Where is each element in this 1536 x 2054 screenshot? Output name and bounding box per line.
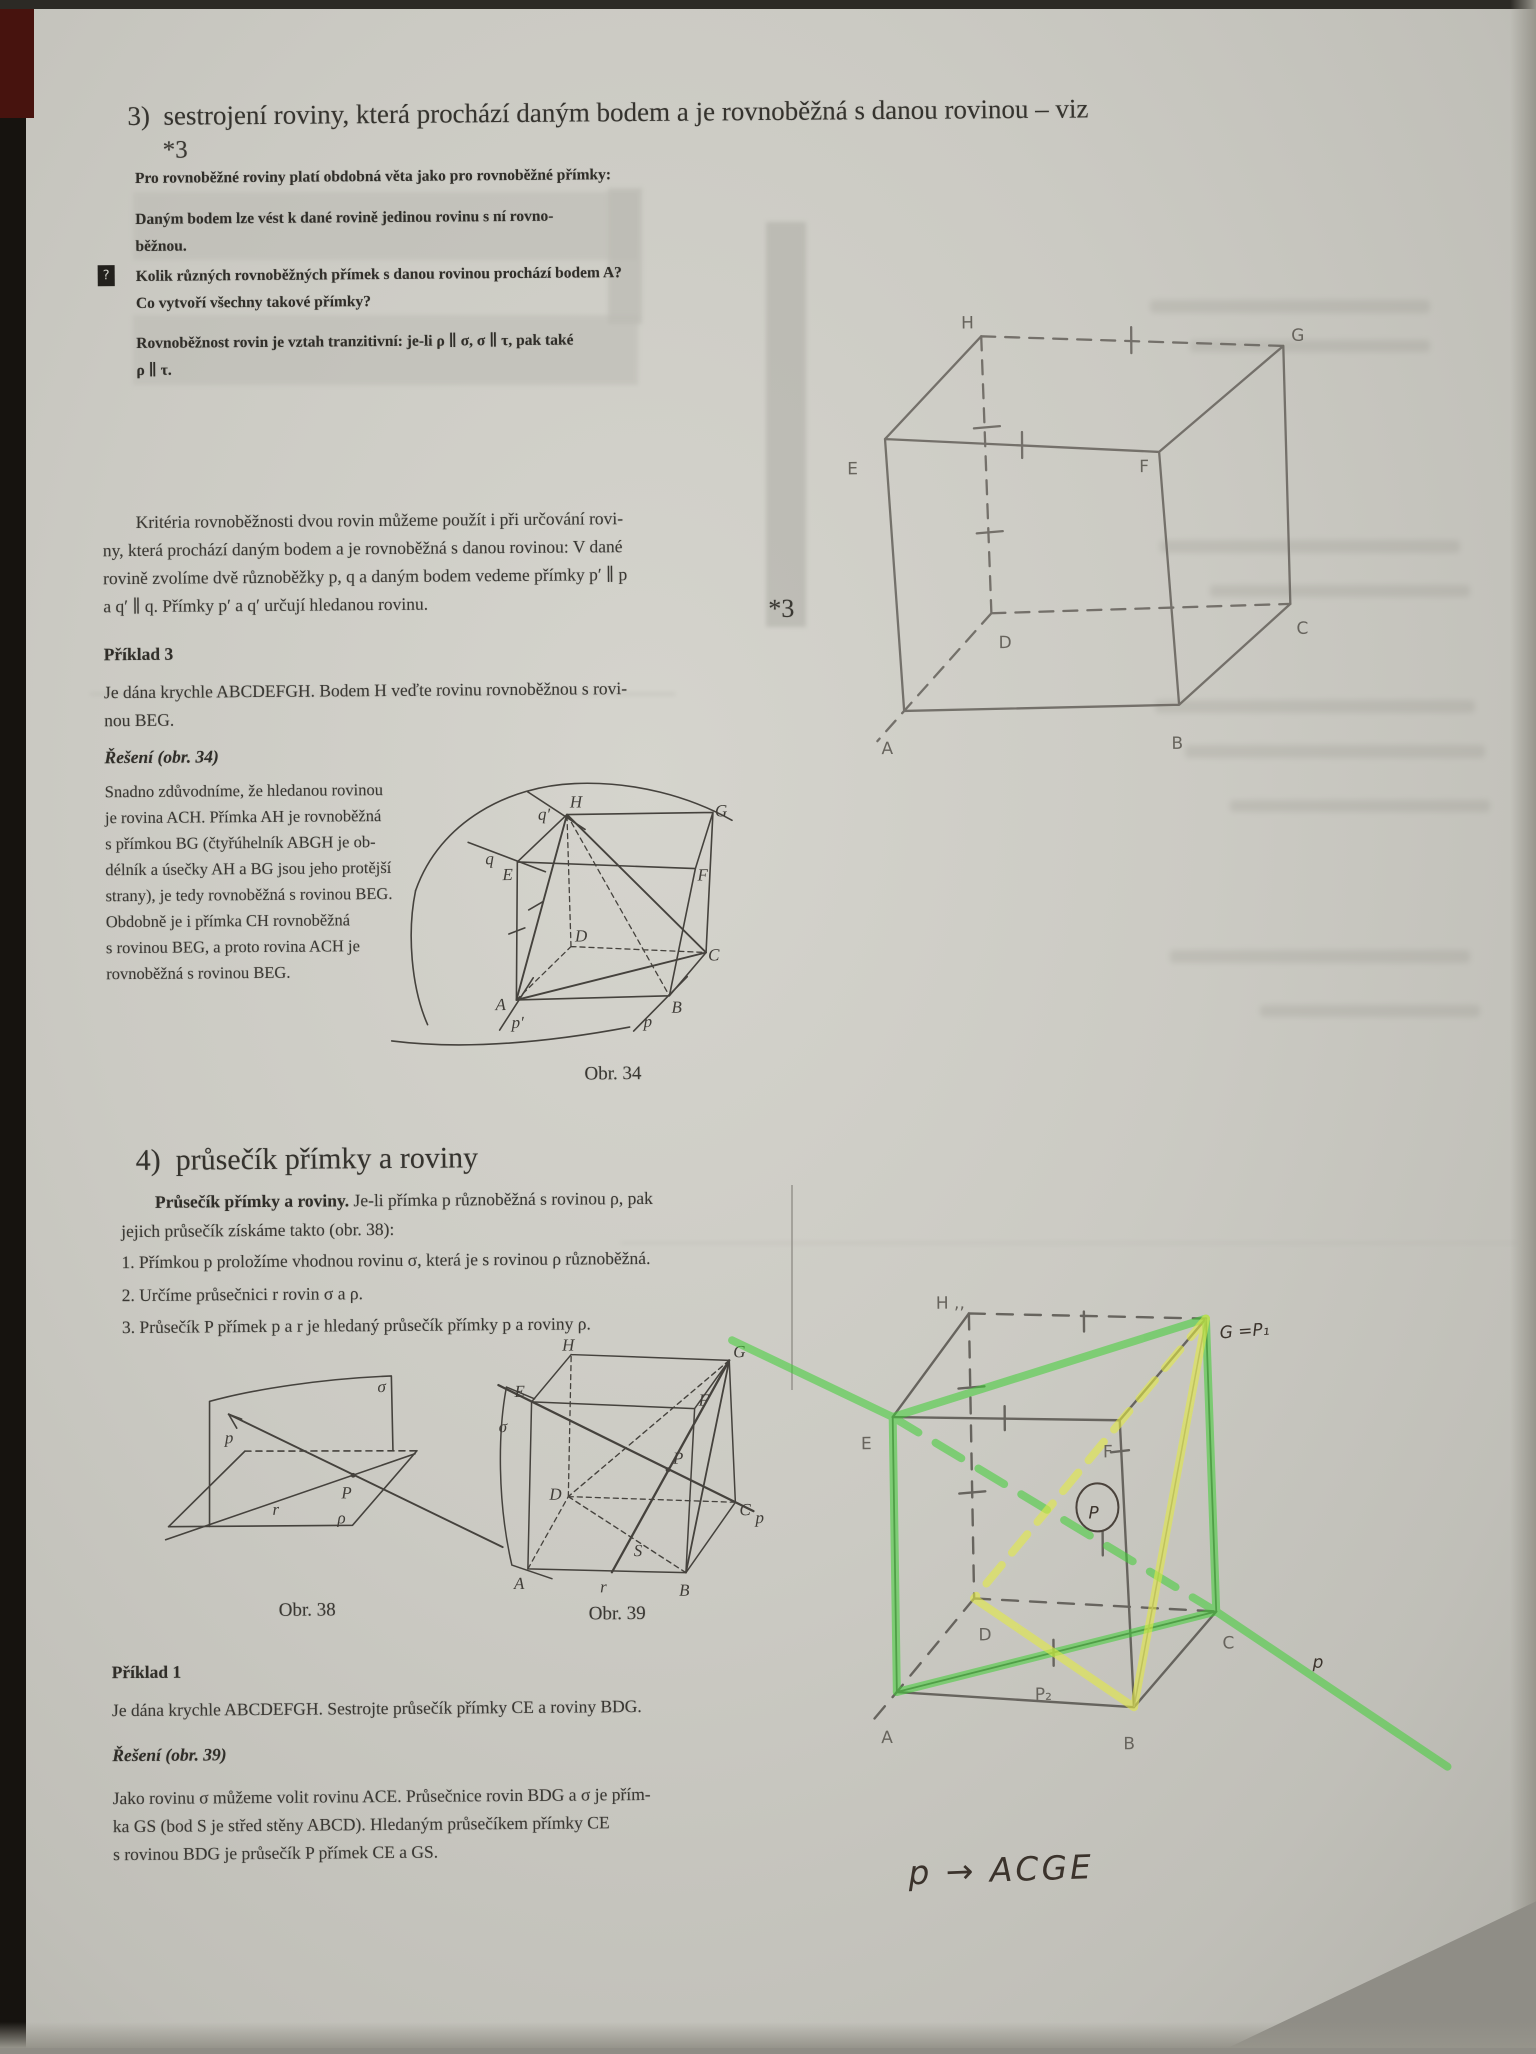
question-line: Kolik různých rovnoběžných přímek s danou rovinou prochází bodem A? [135, 264, 622, 285]
fig38-label-sigma: σ [377, 1377, 386, 1397]
section4-heading [136, 1141, 479, 1178]
example3-solution-line: je rovina ACH. Přímka AH je rovnoběžná [104, 806, 382, 828]
sketch-top-label-D: D [998, 633, 1012, 654]
criteria-line: a q′ ∥ q. Přímky p′ a q′ určují hledanou rovinu. [103, 593, 429, 617]
fig34-label-pprime: p′ [511, 1012, 524, 1033]
sketch-bottom-label-A: A [881, 1728, 893, 1749]
example1-solution-line: Jako rovinu σ můžeme volit rovinu ACE. Průsečnice rovin BDG a σ je přím- [112, 1783, 651, 1809]
section4-step: 1. Přímkou p proložíme vhodnou rovinu σ, která je s rovinou ρ různoběžná. [121, 1247, 651, 1273]
theorem-line: Daným bodem lze vést k dané rovině jedinou rovinu s ní rovno- [135, 207, 554, 228]
fig39-label-B: B [678, 1580, 690, 1600]
fig38-label-r: r [272, 1499, 280, 1519]
sketch-top-label-A: A [881, 739, 894, 760]
fig39-label-A: A [513, 1573, 525, 1594]
example1-heading: Příklad 1 [111, 1661, 182, 1683]
sketch-bottom-label-D: D [978, 1625, 992, 1646]
example3-task-line: Je dána krychle ABCDEFGH. Bodem H veďte rovinu rovnoběžnou s rovi- [103, 678, 628, 703]
example3-solution-line: délník a úsečky AH a BG jsou jeho protější [105, 857, 392, 880]
sigma-plane-wavy [500, 1387, 552, 1579]
handwritten-note: p → ACGE [907, 1847, 1095, 1893]
example1-solution-line: ka GS (bod S je střed stěny ABCD). Hledaným průsečíkem přímky CE [112, 1812, 610, 1837]
fig34-label-A: A [495, 995, 506, 1015]
example3-solution-line: s přímkou BG (čtyřúhelník ABGH je ob- [105, 832, 376, 854]
example3-solution-label: Řešení (obr. 34) [104, 746, 219, 768]
fig34-label-qprime: q′ [537, 804, 551, 824]
fig38-label-rho: ρ [337, 1508, 346, 1528]
cube-sketch-bottom [704, 1264, 1518, 1830]
sketch-bottom-label-P2: P₂ [1034, 1684, 1053, 1705]
question-line: Co vytvoří všechny takové přímky? [135, 293, 372, 312]
section4-step: 3. Průsečík P přímek p a r je hledaný průsečík přímky p a roviny ρ. [121, 1313, 591, 1338]
section3-heading-ref: *3 [162, 136, 188, 164]
question-box-icon: ? [98, 265, 115, 286]
sketch-top-label-E: E [847, 459, 859, 480]
fig34-label-q: q [485, 849, 494, 869]
fig34-caption: Obr. 34 [584, 1063, 642, 1085]
fig39-label-S: S [633, 1541, 643, 1561]
fig34-label-H: H [569, 792, 583, 812]
example3-heading: Příklad 3 [103, 643, 174, 665]
section4-step: 2. Určíme průsečnici r rovin σ a ρ. [121, 1283, 364, 1306]
example3-solution-line: s rovinou BEG, a proto rovina ACH je [105, 936, 360, 958]
fig39-label-F: F [698, 1390, 710, 1410]
sketch-top-label-G: G [1291, 325, 1305, 346]
fig34-label-C: C [707, 945, 720, 965]
figure-obr-38 [144, 1357, 526, 1570]
section3-heading [127, 93, 1088, 132]
example1-task: Je dána krychle ABCDEFGH. Sestrojte průsečík přímky CE a roviny BDG. [111, 1696, 642, 1721]
line-p [229, 1412, 503, 1549]
fig34-label-B: B [671, 997, 682, 1017]
fig38-label-P: P [341, 1483, 352, 1503]
sketch-bottom-label-H: H ,, [935, 1293, 965, 1314]
section4-lead-bold: Průsečík přímky a roviny. [154, 1190, 350, 1212]
figure-obr-34 [370, 770, 762, 1073]
fig34-label-p: p [643, 1011, 653, 1031]
example1-solution-label: Řešení (obr. 39) [112, 1744, 227, 1766]
section4-lead-rest: Je-li přímka p různoběžná s rovinou ρ, pak [349, 1187, 653, 1211]
fig34-label-G: G [714, 801, 728, 821]
sketch-bottom-label-p: p [1312, 1652, 1324, 1673]
criteria-line: Kritéria rovnoběžnosti dvou rovin můžeme použít i při určování rovi- [135, 508, 624, 532]
sketch-bottom-label-C: C [1222, 1633, 1235, 1654]
fig34-label-F: F [697, 865, 708, 885]
section3-intro: Pro rovnoběžné roviny platí obdobná věta jako pro rovnoběžné přímky: [134, 166, 612, 187]
sketch-top-label-H: H [961, 313, 974, 334]
example1-solution-line: s rovinou BDG je průsečík P přímek CE a GS. [113, 1841, 439, 1865]
criteria-line: rovině zvolíme dvě různoběžky p, q a daným bodem vedeme přímky p′ ∥ p [103, 564, 628, 589]
example3-solution-line: Snadno zdůvodníme, že hledanou rovinou [104, 780, 383, 802]
section4-lead [155, 1184, 653, 1216]
fig39-label-r: r [599, 1577, 607, 1597]
sketch-bottom-label-F: F [1102, 1442, 1113, 1463]
fig39-label-G: G [733, 1342, 746, 1362]
fig39-label-sigma: σ [498, 1417, 508, 1437]
sketch-bottom-label-B: B [1123, 1734, 1136, 1755]
fig39-label-H: H [562, 1335, 575, 1355]
section4-number: 4) [135, 1143, 161, 1177]
cube-sketch-top [816, 275, 1380, 779]
fig39-label-D: D [549, 1484, 562, 1504]
fig38-label-p: p [224, 1428, 234, 1448]
sketch-top-label-B: B [1171, 733, 1184, 754]
section3-number: 3) [127, 100, 151, 132]
plane-sketch-outline [411, 891, 428, 1025]
sketch-bottom-label-G-eq-P1: G =P₁ [1218, 1319, 1271, 1344]
fig38-caption: Obr. 38 [278, 1599, 336, 1621]
fig39-caption: Obr. 39 [588, 1602, 646, 1625]
fig34-label-D: D [574, 926, 588, 946]
margin-ref: *3 [768, 593, 795, 623]
example3-task-line: nou BEG. [104, 709, 175, 731]
transitivity-line: Rovnoběžnost rovin je vztah tranzitivní: je-li ρ ∥ σ, σ ∥ τ, pak také [136, 331, 574, 352]
fig34-label-E: E [502, 865, 513, 885]
sketch-top-label-F: F [1139, 456, 1150, 478]
sketch-bottom-label-E: E [860, 1434, 872, 1455]
fig39-label-C: C [739, 1500, 751, 1520]
section4-lead-line2: jejich průsečík získáme takto (obr. 38): [121, 1218, 395, 1242]
example3-solution-line: rovnoběžná s rovinou BEG. [106, 962, 291, 984]
example3-solution-line: Obdobně je i přímka CH rovnoběžná [105, 910, 351, 932]
transitivity-line: ρ ∥ τ. [136, 361, 172, 379]
theorem-line: běžnou. [135, 237, 187, 255]
fig39-label-P: P [672, 1448, 684, 1468]
section4-title: průsečík přímky a roviny [175, 1141, 479, 1177]
example3-solution-line: strany), je tedy rovnoběžná s rovinou BEG. [105, 883, 393, 906]
fig39-label-p: p [755, 1508, 765, 1528]
sketch-bottom-label-P: P [1088, 1503, 1099, 1524]
sketch-top-label-C: C [1296, 618, 1309, 639]
fig39-label-E: E [514, 1381, 525, 1402]
criteria-line: ny, která prochází daným bodem a je rovnoběžná s danou rovinou: V dané [102, 536, 623, 561]
section3-title: sestrojení roviny, která prochází daným bodem a je rovnoběžná s danou rovinou – viz [163, 93, 1089, 131]
